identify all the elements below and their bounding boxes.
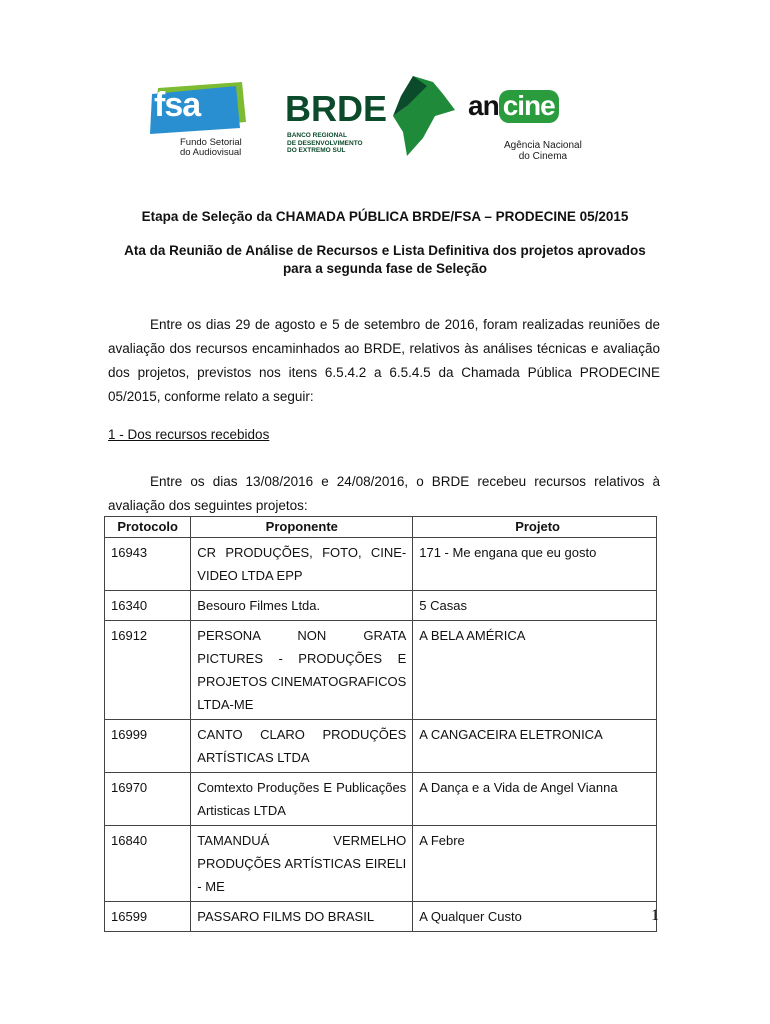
ancine-logo <box>468 90 598 170</box>
table-row <box>105 720 657 773</box>
table-row <box>105 773 657 826</box>
cell-proponente: PASSARO FILMS DO BRASIL <box>191 902 413 932</box>
cell-projeto: A Dança e a Vida de Angel Vianna <box>413 773 657 826</box>
intro-paragraph-text: Entre os dias 29 de agosto e 5 de setembro de 2016, foram realizadas reuniões de avaliação dos recursos encaminhados ao BRDE, relativos às análises técnicas e avaliação dos projetos, previstos nos itens 6.5.4.2 a 6.5.4.5 da Chamada Pública PRODECINE 05/2015, conforme relato a seguir: <box>108 317 660 404</box>
recursos-paragraph-text: Entre os dias 13/08/2016 e 24/08/2016, o BRDE recebeu recursos relativos à avaliação dos seguintes projetos: <box>108 474 660 513</box>
recursos-paragraph <box>108 470 660 518</box>
table-row <box>105 826 657 902</box>
fsa-subtitle-line2: do Audiovisual <box>180 147 242 158</box>
brde-subtitle-line1: BANCO REGIONAL <box>287 132 347 139</box>
table-row <box>105 591 657 621</box>
cell-protocolo: 16912 <box>105 621 191 720</box>
cell-proponente: PERSONA NON GRATA PICTURES - PRODUÇÕES E PROJETOS CINEMATOGRAFICOS LTDA-ME <box>191 621 413 720</box>
ancine-mark-an: an <box>468 90 499 121</box>
table-row <box>105 902 657 932</box>
cell-projeto: A Qualquer Custo <box>413 902 657 932</box>
brde-subtitle-line2: DE DESENVOLVIMENTO <box>287 139 363 147</box>
cell-protocolo: 16840 <box>105 826 191 902</box>
document-subtitle <box>0 242 770 278</box>
cell-proponente: CR PRODUÇÕES, FOTO, CINE-VIDEO LTDA EPP <box>191 538 413 591</box>
document-subtitle-line2: para a segunda fase de Seleção <box>282 261 488 276</box>
document-subtitle-line1: Ata da Reunião de Análise de Recursos e Lista Definitiva dos projetos aprovados <box>124 243 646 258</box>
cell-protocolo: 16340 <box>105 591 191 621</box>
cell-projeto: 171 - Me engana que eu gosto <box>413 538 657 591</box>
fsa-mark: fsa <box>154 86 201 124</box>
cell-protocolo: 16970 <box>105 773 191 826</box>
brde-mark: BRDE <box>285 88 388 129</box>
header-projeto: Projeto <box>413 517 657 538</box>
ancine-subtitle-line2: do Cinema <box>518 151 568 162</box>
table-row <box>105 621 657 720</box>
cell-protocolo: 16999 <box>105 720 191 773</box>
header-proponente: Proponente <box>191 517 413 538</box>
table-header-row <box>105 517 657 538</box>
brde-logo <box>285 88 485 168</box>
cell-projeto: A Febre <box>413 826 657 902</box>
ancine-subtitle-line1: Agência Nacional <box>504 140 582 151</box>
cell-proponente: Comtexto Produções E Publicações Artisticas LTDA <box>191 773 413 826</box>
ancine-mark <box>468 90 559 122</box>
cell-projeto: A CANGACEIRA ELETRONICA <box>413 720 657 773</box>
fsa-subtitle <box>180 138 242 158</box>
header-protocolo: Protocolo <box>105 517 191 538</box>
cell-protocolo: 16943 <box>105 538 191 591</box>
brde-map-icon <box>393 76 457 156</box>
brde-subtitle-line3: DO EXTREMO SUL <box>287 147 346 154</box>
intro-paragraph <box>108 313 660 409</box>
header-logos <box>0 80 770 170</box>
recursos-table <box>104 516 657 932</box>
cell-proponente: TAMANDUÁ VERMELHO PRODUÇÕES ARTÍSTICAS EIRELI - ME <box>191 826 413 902</box>
fsa-logo <box>150 82 260 162</box>
cell-proponente: CANTO CLARO PRODUÇÕES ARTÍSTICAS LTDA <box>191 720 413 773</box>
fsa-subtitle-line1: Fundo Setorial <box>180 137 242 148</box>
cell-projeto: A BELA AMÉRICA <box>413 621 657 720</box>
cell-projeto: 5 Casas <box>413 591 657 621</box>
table-row <box>105 538 657 591</box>
section-heading: 1 - Dos recursos recebidos <box>108 427 270 442</box>
document-title: Etapa de Seleção da CHAMADA PÚBLICA BRDE/FSA – PRODECINE 05/2015 <box>141 209 629 224</box>
cell-proponente: Besouro Filmes Ltda. <box>191 591 413 621</box>
ancine-mark-cine: cine <box>499 90 559 123</box>
brde-subtitle <box>287 132 363 155</box>
page-number: 1 <box>651 907 659 924</box>
ancine-subtitle <box>504 140 582 162</box>
cell-protocolo: 16599 <box>105 902 191 932</box>
